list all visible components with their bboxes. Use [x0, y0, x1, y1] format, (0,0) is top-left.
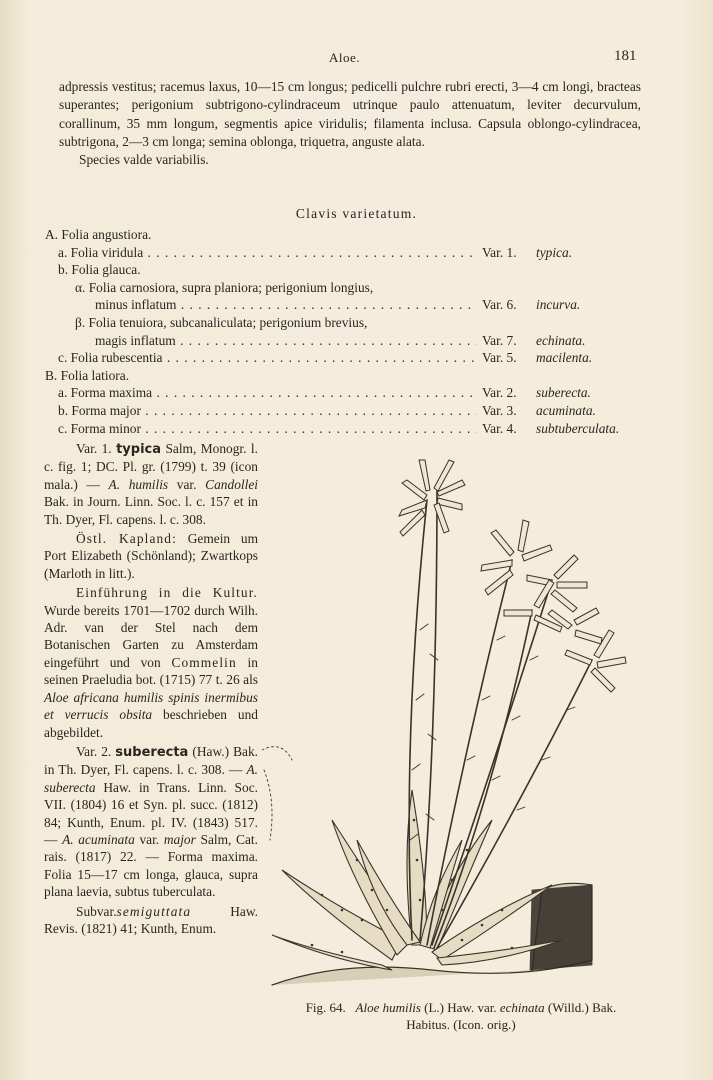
text-span: c. Forma minor . . .	[58, 420, 477, 438]
text-span: macilenta.	[536, 350, 593, 366]
text-span: b. Folia glauca.	[58, 262, 141, 278]
text-span: Var. 2.	[482, 385, 517, 401]
text-span: a. Folia viridula . . .	[58, 244, 477, 262]
text-span: Commelin	[171, 654, 237, 670]
page-number: 181	[614, 48, 637, 64]
text-span: Aloe africana humilis spinis inermibus et verrucis obsita	[44, 689, 258, 723]
text-span: A. acuminata	[62, 831, 135, 847]
key-row	[45, 367, 645, 385]
variety-typica-entry	[44, 440, 258, 528]
text-span: Var. 4.	[482, 420, 517, 436]
text-span: Candollei	[205, 476, 258, 492]
caption-line-1	[268, 1000, 654, 1017]
key-row	[45, 384, 645, 402]
text-span: incurva.	[536, 297, 581, 313]
figure-caption	[268, 1000, 654, 1033]
key-row	[45, 349, 645, 367]
key-row	[45, 226, 645, 244]
text-span: major	[163, 831, 196, 847]
text-span: a. Forma maxima . . .	[58, 384, 477, 402]
text-span: suberecta.	[536, 385, 591, 401]
key-title: Clavis varietatum.	[295, 206, 418, 221]
key-row	[45, 402, 645, 420]
text-span: Var. 5.	[482, 350, 517, 366]
description-text	[59, 78, 641, 169]
text-span: Var. 2.	[76, 743, 112, 759]
text-span: Salm, Monogr. l. c. fig. 1; DC. Pl. gr. (1799) t. 39 (icon mala.) —	[44, 441, 258, 492]
key-row	[45, 314, 645, 332]
key-row	[45, 244, 645, 262]
text-span: Var. 1.	[76, 441, 112, 456]
text-span: Bak. in Journ. Linn. Soc. l. c. 157 et in Th. Dyer, Fl. capens. l. c. 308.	[44, 494, 258, 527]
introduction-entry	[44, 584, 258, 741]
text-span: beschrieben und abgebildet.	[44, 707, 258, 740]
text-span: Aloe humilis	[355, 1000, 421, 1015]
page-header	[0, 48, 713, 70]
text-span: echinata	[499, 1000, 545, 1015]
key-row	[45, 279, 645, 297]
text-span: typica	[116, 442, 162, 457]
text-span: b. Forma major . . .	[58, 402, 477, 420]
variety-suberecta-entry	[44, 743, 258, 901]
description-paragraph: adpressis vestitus; racemus laxus, 10—15 cm longus; pedicelli pulchre rubri erecti, 3—4 cm longi, bracteas superantes; perigonium subtrigono-cylindraceum utrinque paulo attenuatum, leviter decurvulum, corallinum, 35 mm longum, segmentis apice viridulis; filamenta inclusa. Capsula oblongo-cylindracea, subtrigona, 2—3 cm longa; semina oblonga, triquetra, anguste alata.	[59, 79, 641, 149]
variability-note: Species valde variabilis.	[79, 152, 209, 168]
subvariety-entry	[44, 903, 258, 938]
text-span: suberecta	[115, 744, 189, 760]
text-span: var.	[139, 831, 160, 847]
text-span: Var. 6.	[482, 297, 517, 313]
text-span: echinata.	[536, 332, 586, 348]
caption-line-2: Habitus. (Icon. orig.)	[406, 1016, 516, 1032]
text-span: A. suberecta	[44, 762, 258, 795]
text-span: c. Folia rubescentia . . .	[58, 349, 477, 367]
left-column-text	[44, 440, 258, 939]
aloe-illustration	[262, 440, 654, 1000]
text-span: Wurde bereits 1701—1702 durch Wilh. Adr. van der Stel nach dem Botanischen Garten zu Amsterdam eingeführt und von	[44, 602, 258, 670]
text-span: Gemein um Port Elizabeth (Schönland); Zwartkops (Marloth in litt.).	[44, 531, 258, 581]
key-row	[45, 261, 645, 279]
text-span: acuminata.	[536, 403, 596, 418]
text-span: β. Folia tenuiora, subcanaliculata; perigonium brevius,	[75, 315, 368, 330]
text-span: (L.) Haw. var.	[424, 1000, 497, 1015]
text-span: semiguttata	[116, 903, 192, 919]
running-head: Aloe.	[329, 50, 361, 65]
text-span: typica.	[536, 244, 573, 260]
text-span: Fig. 64.	[305, 1000, 346, 1015]
text-span: Var. 7.	[482, 332, 517, 348]
key-row	[45, 296, 645, 314]
key-row	[45, 420, 645, 438]
text-span: (Haw.) Bak. in Th. Dyer, Fl. capens. l. c. 308. —	[44, 743, 258, 778]
text-span: Var. 1.	[482, 244, 517, 260]
distribution-entry	[44, 530, 258, 582]
text-span: minus inflatum . . .	[95, 296, 477, 314]
text-span: α. Folia carnosiora, supra planiora; perigonium longius,	[75, 279, 374, 295]
text-span: Subvar.	[76, 903, 117, 919]
text-span: Östl. Kapland:	[76, 531, 177, 547]
text-span: A. humilis	[108, 476, 169, 492]
text-span: subtuberculata.	[536, 420, 620, 436]
text-span: Haw. in Trans. Linn. Soc. VII. (1804) 16 et Syn. pl. succ. (1812) 84; Kunth, Enum. pl. IV. (1843) 517. —	[44, 779, 258, 847]
text-span: Salm, Cat. rais. (1817) 22. — Forma maxima. Folia 15—17 cm longa, glauca, supra plana laevia, subtus tuberculata.	[44, 831, 258, 900]
text-span: in seinen Praeludia bot. (1715) 77 t. 26 als	[44, 654, 258, 688]
text-span: Einführung in die Kultur.	[76, 585, 258, 601]
plant-drawing	[262, 440, 654, 1000]
key-row	[45, 332, 645, 350]
text-span: var.	[176, 476, 197, 492]
text-span: Haw. Revis. (1821) 41; Kunth, Enum.	[44, 903, 258, 936]
text-span: Var. 3.	[482, 403, 517, 418]
text-span: (Willd.) Bak.	[547, 1000, 617, 1015]
text-span: B. Folia latiora.	[45, 367, 130, 383]
text-span: A. Folia angustiora.	[45, 227, 152, 242]
text-span: magis inflatum . . .	[95, 332, 477, 350]
